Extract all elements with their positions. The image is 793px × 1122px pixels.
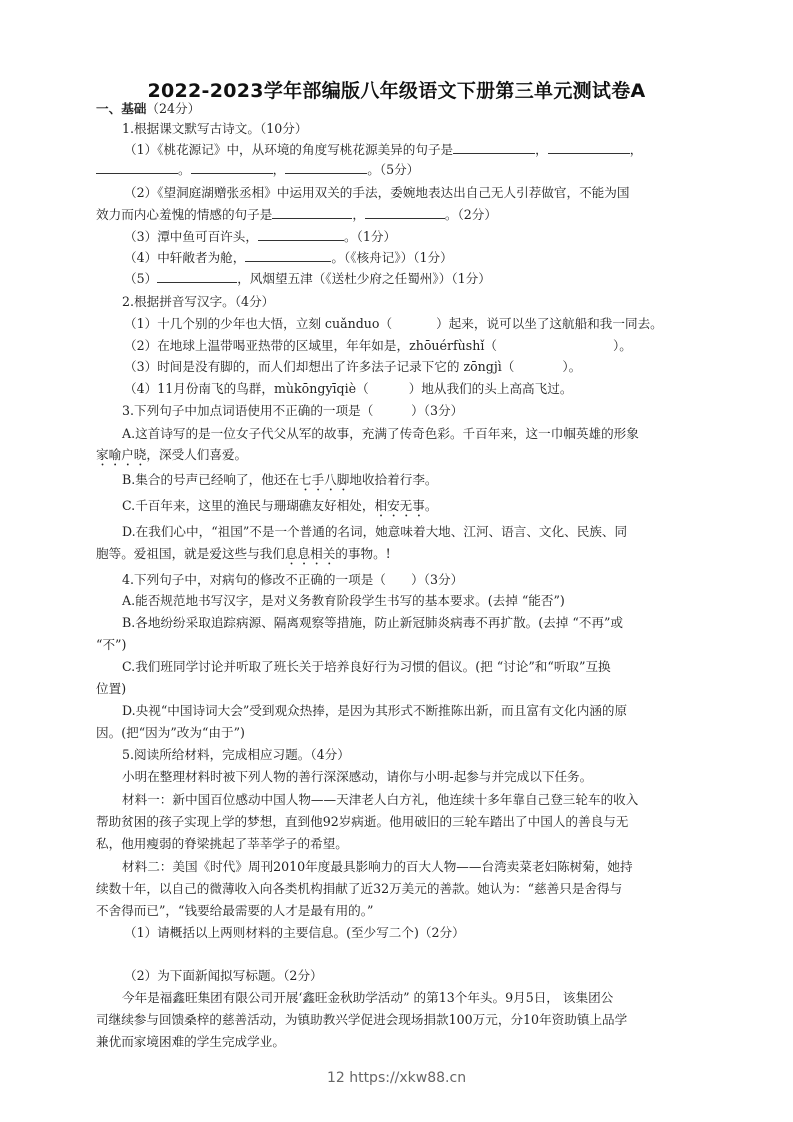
q1-part1-text: （1）《桃花源记》中，从环境的角度写桃花源美异的句子是 (124, 142, 454, 157)
answer-blank[interactable] (453, 141, 535, 154)
q4-option-b: B.各地纷纷采取追踪病源、隔离观察等措施，防止新冠肺炎病毒不再扩散。(去掉 “不再”或 (122, 615, 624, 630)
q5-stem: 5.阅读所给材料，完成相应习题。（4分） (122, 747, 350, 762)
q4-option-c: C.我们班同学讨论并听取了班长关于培养良好行为习惯的倡议。(把 “讨论”和“听取”互换 (122, 659, 611, 674)
q1-part4-text: （4）中轩敞者为舱， (124, 250, 246, 265)
q3-option-d-cont (96, 545, 391, 568)
answer-blank[interactable] (191, 161, 273, 174)
q4-option-d-cont: 因。(把“因为”改为“由于”) (96, 725, 245, 740)
material-one-cont: 私，他用瘦弱的脊梁挑起了莘莘学子的希望。 (96, 836, 348, 851)
answer-blank[interactable] (157, 270, 237, 283)
q4-option-c-cont: 位置) (96, 681, 127, 696)
answer-blank[interactable] (258, 228, 344, 241)
q3-option-a: A.这首诗写的是一位女子代父从军的故事，充满了传奇色彩。千百年来，这一巾帼英雄的形象 (122, 426, 639, 441)
answer-blank[interactable] (96, 161, 178, 174)
q1-part3-text: （3）潭中鱼可百许头， (124, 229, 258, 244)
q1-part2-text: 效力而内心羞愧的情感的句子是 (96, 207, 273, 222)
q1-part4 (124, 249, 453, 267)
dotted-phrase: 七手八脚 (298, 472, 350, 487)
q5-intro: 小明在整理材料时被下列人物的善行深深感动，请你与小明-起参与并完成以下任务。 (122, 769, 593, 784)
q3-a-rest: ，深受人们喜爱。 (146, 447, 248, 462)
q1-part1-cont: 。 ， 。（5分） (96, 161, 419, 179)
section-label: 一、基础 (96, 101, 147, 116)
q2-part4 (124, 380, 572, 398)
q3-c-pre: C.千百年来，这里的渔民与珊瑚礁友好相处， (122, 498, 375, 513)
q3-option-d: D.在我们心中，“祖国”不是一个普通的名词，她意味着大地、江河、语言、文化、民族、同 (122, 524, 628, 539)
q1-part5-num: （5） (124, 271, 158, 286)
q4-option-d: D.央视“中国诗词大会”受到观众热捧，是因为其形式不断推陈出新，而且富有文化内涵的原 (122, 703, 628, 718)
material-two-cont: 不舍得而已”，“钱要给最需要的人才是最有用的。” (96, 903, 374, 918)
q2-part2-b: ）。 (612, 338, 632, 353)
news-text: 今年是福鑫旺集团有限公司开展‘鑫旺金秋助学活动” 的第13个年头。9月5日， 该集团公 (122, 990, 614, 1005)
q2-stem: 2.根据拼音写汉字。（4分） (122, 294, 275, 309)
q3-c-post: 。 (424, 498, 438, 513)
answer-blank[interactable] (272, 206, 352, 219)
q1-part1-score: 。（5分） (367, 162, 420, 177)
q3-stem: 3.下列句子中加点词语使用不正确的一项是（ ）（3分） (122, 403, 464, 418)
q2-part1 (124, 315, 663, 333)
q2-part2-a: （2）在地球上温带喝亚热带的区域里，年年如是，zhōuérfùshǐ（ (124, 338, 497, 353)
dotted-phrase: 家喻户晓 (96, 447, 147, 462)
q2-part1-a: （1）十几个别的少年也大悟，立刻 cuǎnduo（ (124, 316, 393, 331)
news-text-cont: 兼优而家境困难的学生完成学业。 (96, 1034, 285, 1049)
q1-part1: （1）《桃花源记》中，从环境的角度写桃花源美异的句子是 ， ， (124, 142, 643, 157)
q3-d-post: 的事物。! (335, 546, 391, 561)
material-one: 材料一：新中国百位感动中国人物——天津老人白方礼，他连续十多年靠自己登三轮车的收入 (122, 792, 639, 807)
material-two-cont: 续数十年，以自己的微薄收入向各类机构捐献了近32万美元的善款。她认为：“慈善只是舍得与 (96, 881, 623, 896)
q1-part4-score: 。（《核舟记》）（1分） (331, 250, 453, 265)
q2-part3-b: ）。 (562, 359, 582, 374)
q1-part3-score: 。（1分） (343, 229, 397, 244)
news-text-cont: 司继续参与回馈桑梓的慈善活动，为镇助教兴学促进会现场捐款100万元，分10年资助镇上品学 (96, 1012, 628, 1027)
q1-part2-cont: 效力而内心羞愧的情感的句子是 ， 。（2分） (96, 207, 497, 222)
q4-stem: 4.下列句子中，对病句的修改不正确的一项是（ ）（3分） (122, 572, 464, 587)
q5-sub2: （2）为下面新闻拟写标题。（2分） (124, 968, 323, 983)
q2-part4-a: （4）11月份南飞的鸟群，mùkōngyīqiè（ (124, 381, 369, 396)
answer-blank[interactable] (245, 249, 331, 262)
section-heading (96, 100, 200, 118)
page-footer: 12 https://xkw88.cn (326, 1070, 467, 1086)
section-score: （24分） (146, 101, 201, 116)
q3-d-pre: 胞等。爱祖国，就是爱这些与我们 (96, 546, 285, 561)
q2-part4-b: ）地从我们的头上高高飞过。 (408, 381, 573, 396)
page-title: 2022-2023学年部编版八年级语文下册第三单元测试卷A (147, 80, 646, 102)
q1-part2: （2）《望洞庭湖赠张丞相》中运用双关的手法，委婉地表达出自己无人引荐做官，不能为国 (124, 185, 630, 200)
q3-option-b (122, 471, 438, 494)
q2-part2 (124, 337, 632, 355)
q2-part3 (124, 358, 581, 376)
q2-part3-a: （3）时间是没有脚的，而人们却想出了许多法子记录下它的 zōngjì（ (124, 359, 515, 374)
q3-option-a-cont (96, 446, 247, 469)
q5-sub1: （1）请概括以上两则材料的主要信息。(至少写二个)（2分） (124, 925, 465, 940)
dotted-phrase: 相安无事 (374, 498, 425, 513)
dotted-phrase: 息息相关 (284, 546, 336, 561)
q1-part5-text: ，风烟望五津（《送杜少府之任蜀州》）（1分） (237, 271, 491, 286)
q1-part2-score: 。（2分） (444, 207, 497, 222)
answer-blank[interactable] (365, 206, 445, 219)
q4-option-a: A.能否规范地书写汉字，是对义务教育阶段学生书写的基本要求。(去掉 “能否”) (122, 593, 565, 608)
q1-part3 (124, 228, 396, 246)
q1-part5 (124, 270, 491, 288)
answer-blank[interactable] (548, 141, 630, 154)
q1-stem: 1.根据课文默写古诗文。（10分） (122, 121, 308, 136)
q4-option-b-cont: “不”) (96, 637, 127, 652)
q3-b-post: 地收拾着行李。 (349, 472, 438, 487)
material-one-cont: 帮助贫困的孩子实现上学的梦想，直到他92岁病逝。他用破旧的三轮车踏出了中国人的善良与无 (96, 814, 629, 829)
q2-part1-b: ）起来，说可以坐了这航船和我一同去。 (436, 316, 663, 331)
q3-b-pre: B.集合的号声已经响了，他还在 (122, 472, 299, 487)
q3-option-c (122, 497, 437, 520)
material-two: 材料二：美国《时代》周刊2010年度最具影响力的百大人物——台湾卖菜老妇陈树菊，她持 (122, 859, 633, 874)
answer-blank[interactable] (285, 161, 367, 174)
